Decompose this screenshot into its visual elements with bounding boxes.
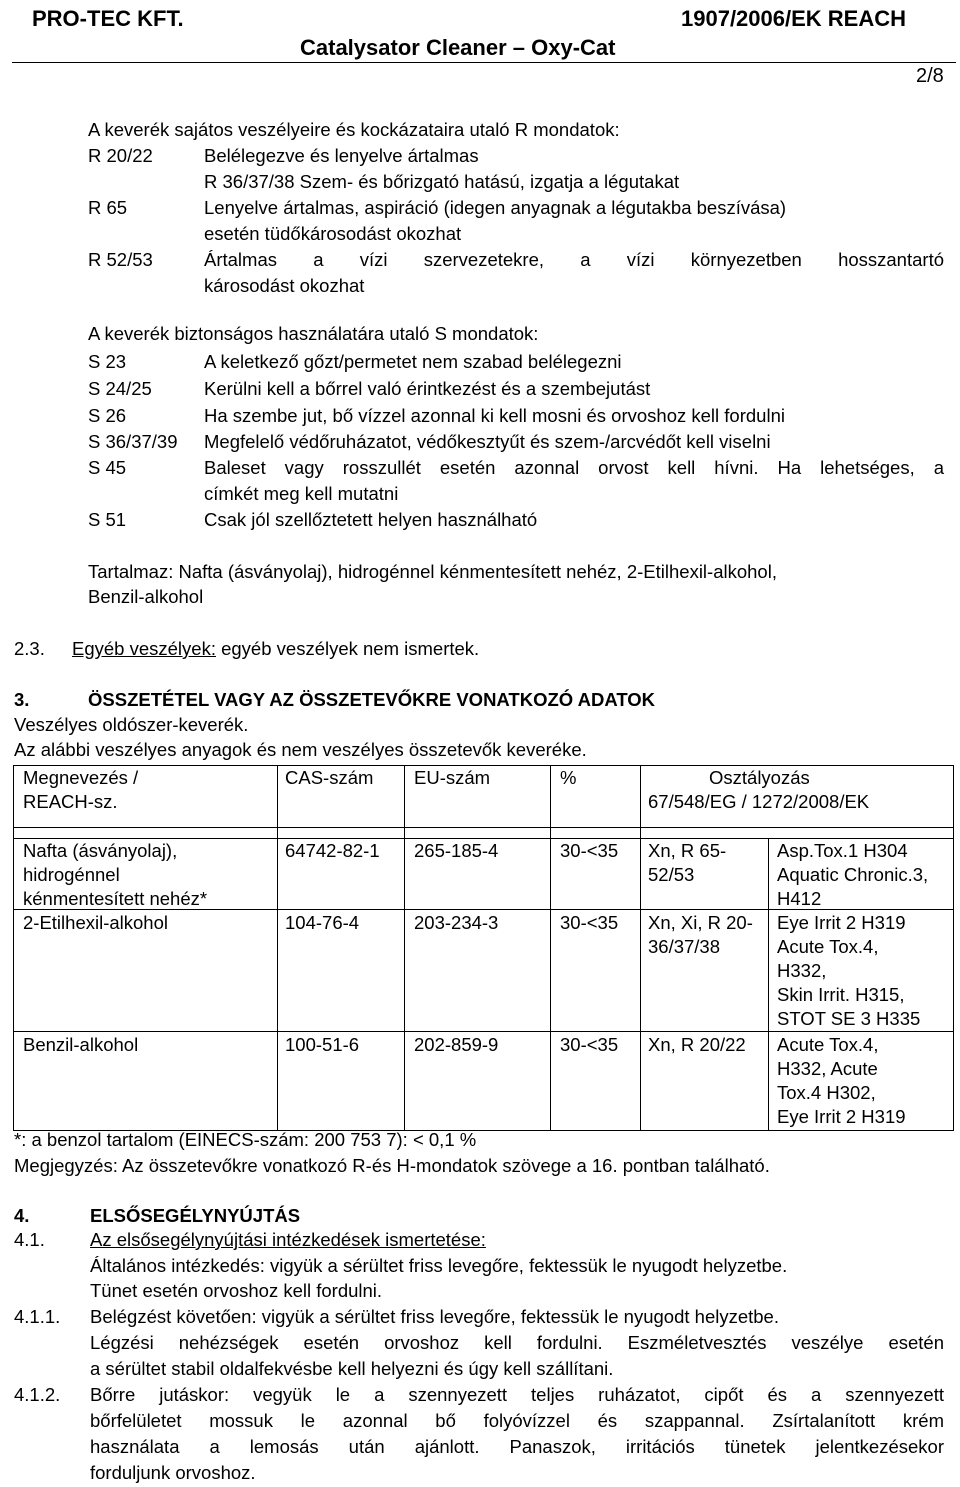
table-cell-dsd: 36/37/38 xyxy=(648,936,721,957)
table-cell-eu: 202-859-9 xyxy=(414,1034,499,1055)
table-rule xyxy=(640,766,641,1130)
remark-note: Megjegyzés: Az összetevőkre vonatkozó R-és H-mondatok szövege a 16. pontban található. xyxy=(14,1155,770,1176)
s-phrases-intro: A keverék biztonságos használatára utaló S mondatok: xyxy=(88,323,539,344)
table-cell-name: kénmentesített nehéz* xyxy=(23,888,208,909)
table-cell-dsd: Xn, R 65- xyxy=(648,840,727,861)
table-rule xyxy=(404,766,405,1130)
table-cell-cas: 64742-82-1 xyxy=(285,840,380,861)
r-phrase-text: Ártalmas a vízi szervezetekre, a vízi környezetben hosszantartó xyxy=(204,249,944,270)
table-rule xyxy=(277,766,278,1130)
r-phrase-code: R 52/53 xyxy=(88,249,153,270)
s-phrase-code: S 45 xyxy=(88,457,127,478)
s-phrase-code: S 51 xyxy=(88,509,127,530)
table-cell-name: hidrogénnel xyxy=(23,864,120,885)
table-cell-name: 2-Etilhexil-alkohol xyxy=(23,912,168,933)
table-cell-clp: Eye Irrit 2 H319 xyxy=(777,912,906,933)
s-phrase-text: A keletkező gőzt/permetet nem szabad belélegezni xyxy=(204,351,622,372)
company-name: PRO-TEC KFT. xyxy=(32,6,184,31)
table-cell-cas: 100-51-6 xyxy=(285,1034,360,1055)
r-phrase-text: Lenyelve ártalmas, aspiráció (idegen anyagnak a légutakba beszívása) xyxy=(204,197,787,218)
product-name: Catalysator Cleaner – Oxy-Cat xyxy=(300,35,616,60)
section-4-1-line: Általános intézkedés: vigyük a sérültet friss levegőre, fektessük le nyugodt helyzetbe. xyxy=(90,1255,788,1276)
table-cell-percent: 30-<35 xyxy=(560,840,619,861)
s-phrase-text: Csak jól szellőztetett helyen használható xyxy=(204,509,538,530)
section-4-1-2-number: 4.1.2. xyxy=(14,1384,61,1405)
table-cell-clp: Acute Tox.4, xyxy=(777,1034,879,1055)
table-cell-clp: Skin Irrit. H315, xyxy=(777,984,905,1005)
table-header-regulations: 67/548/EG / 1272/2008/EK xyxy=(648,791,870,812)
section-2-3-text: egyéb veszélyek nem ismertek. xyxy=(215,638,480,659)
section-4-1-2-line: Bőrre jutáskor: vegyük le a szennyezett teljes ruházatot, cipőt és a szennyezett xyxy=(90,1384,944,1405)
section-4-1-number: 4.1. xyxy=(14,1229,45,1250)
table-header-eu: EU-szám xyxy=(414,767,491,788)
section-3-number: 3. xyxy=(14,689,30,710)
table-cell-percent: 30-<35 xyxy=(560,1034,619,1055)
section-2-3-line xyxy=(72,637,479,661)
section-2-3-title: Egyéb veszélyek: xyxy=(72,638,216,659)
r-phrases-intro: A keverék sajátos veszélyeire és kockázataira utaló R mondatok: xyxy=(88,119,620,140)
table-header-cas: CAS-szám xyxy=(285,767,374,788)
table-cell-clp: STOT SE 3 H335 xyxy=(777,1008,921,1029)
benzene-note: *: a benzol tartalom (EINECS-szám: 200 753 7): < 0,1 % xyxy=(14,1129,477,1150)
section-4-1-title: Az elsősegélynyújtási intézkedések ismertetése: xyxy=(90,1229,486,1250)
page-number: 2/8 xyxy=(916,65,944,87)
cell-text: Nafta (ásványolaj), xyxy=(23,840,178,861)
composition-table xyxy=(13,765,954,1131)
table-cell-eu: 203-234-3 xyxy=(414,912,499,933)
s-phrase-text-cont: címkét meg kell mutatni xyxy=(204,483,399,504)
r-phrase-code: R 65 xyxy=(88,197,128,218)
table-cell-clp: H332, xyxy=(777,960,827,981)
section-4-title: ELSŐSEGÉLYNYÚJTÁS xyxy=(90,1205,301,1226)
table-cell-cas: 104-76-4 xyxy=(285,912,360,933)
table-cell-name xyxy=(23,839,270,863)
table-cell-clp: H332, Acute xyxy=(777,1058,878,1079)
section-4-1-1-number: 4.1.1. xyxy=(14,1306,61,1327)
table-cell-dsd: 52/53 xyxy=(648,864,695,885)
s-phrase-text: Kerülni kell a bőrrel való érintkezést és a szembejutást xyxy=(204,378,651,399)
table-header-classification: Osztályozás xyxy=(709,767,810,788)
r-phrase-text: Belélegezve és lenyelve ártalmas xyxy=(204,145,479,166)
s-phrase-text: Ha szembe jut, bő vízzel azonnal ki kell mosni és orvoshoz kell fordulni xyxy=(204,405,785,426)
section-4-1-2-line: bőrfelületet mossuk le azonnal bő folyóvízzel és szappannal. Zsírtalanított krém xyxy=(90,1410,944,1431)
table-cell-clp: Aquatic Chronic.3, xyxy=(777,864,929,885)
contains-line: Tartalmaz: Nafta (ásványolaj), hidrogénnel kénmentesített nehéz, 2-Etilhexil-alkohol, xyxy=(88,561,777,582)
table-rule xyxy=(768,838,769,1130)
section-3-line: Az alábbi veszélyes anyagok és nem veszélyes összetevők keveréke. xyxy=(14,739,587,760)
header-divider xyxy=(12,62,956,63)
table-cell-clp: H412 xyxy=(777,888,822,909)
regulation-reference: 1907/2006/EK REACH xyxy=(681,6,907,31)
s-phrase-code: S 36/37/39 xyxy=(88,431,178,452)
table-cell-clp: Eye Irrit 2 H319 xyxy=(777,1106,906,1127)
table-cell-clp: Asp.Tox.1 H304 xyxy=(777,840,908,861)
table-cell-clp: Acute Tox.4, xyxy=(777,936,879,957)
contains-line: Benzil-alkohol xyxy=(88,586,204,607)
table-cell-eu: 265-185-4 xyxy=(414,840,499,861)
s-phrase-text: Megfelelő védőruházatot, védőkesztyűt és szem-/arcvédőt kell viselni xyxy=(204,431,771,452)
section-3-title: ÖSSZETÉTEL VAGY AZ ÖSSZETEVŐKRE VONATKOZÓ ADATOK xyxy=(88,689,656,710)
table-header-name: Megnevezés / xyxy=(23,767,139,788)
s-phrase-code: S 24/25 xyxy=(88,378,152,399)
section-4-1-2-line: használata a lemosás után ajánlott. Panaszok, irritációs tünetek jelentkezésekor xyxy=(90,1436,944,1457)
section-4-1-1-line: a sérültet stabil oldalfekvésbe kell helyezni és úgy kell szállítani. xyxy=(90,1358,614,1379)
section-4-1-line: Tünet esetén orvoshoz kell fordulni. xyxy=(90,1280,383,1301)
r-phrase-text-cont: esetén tüdőkárosodást okozhat xyxy=(204,223,462,244)
table-cell-dsd: Xn, R 20/22 xyxy=(648,1034,746,1055)
table-header-reach: REACH-sz. xyxy=(23,791,118,812)
table-cell-clp: Tox.4 H302, xyxy=(777,1082,876,1103)
table-rule xyxy=(14,1031,953,1032)
table-rule xyxy=(550,766,551,1130)
table-header-percent: % xyxy=(560,767,577,788)
s-phrase-code: S 26 xyxy=(88,405,127,426)
section-4-number: 4. xyxy=(14,1205,30,1226)
section-2-3-number: 2.3. xyxy=(14,638,45,659)
section-4-1-1-line: Légzési nehézségek esetén orvoshoz kell fordulni. Eszméletvesztés veszélye esetén xyxy=(90,1332,944,1353)
table-cell-name: Benzil-alkohol xyxy=(23,1034,139,1055)
s-phrase-text: Baleset vagy rosszullét esetén azonnal orvost kell hívni. Ha lehetséges, a xyxy=(204,457,944,478)
table-rule xyxy=(14,827,953,828)
r-phrase-code: R 20/22 xyxy=(88,145,153,166)
section-4-1-2-line: forduljunk orvoshoz. xyxy=(90,1462,256,1483)
s-phrase-code: S 23 xyxy=(88,351,127,372)
section-3-line: Veszélyes oldószer-keverék. xyxy=(14,714,249,735)
r-phrase-text: R 36/37/38 Szem- és bőrizgató hatású, izgatja a légutakat xyxy=(204,171,680,192)
table-cell-dsd: Xn, Xi, R 20- xyxy=(648,912,753,933)
table-cell-percent: 30-<35 xyxy=(560,912,619,933)
r-phrase-text-cont: károsodást okozhat xyxy=(204,275,365,296)
section-4-1-1-line: Belégzést követően: vigyük a sérültet friss levegőre, fektessük le nyugodt helyzetbe. xyxy=(90,1306,779,1327)
